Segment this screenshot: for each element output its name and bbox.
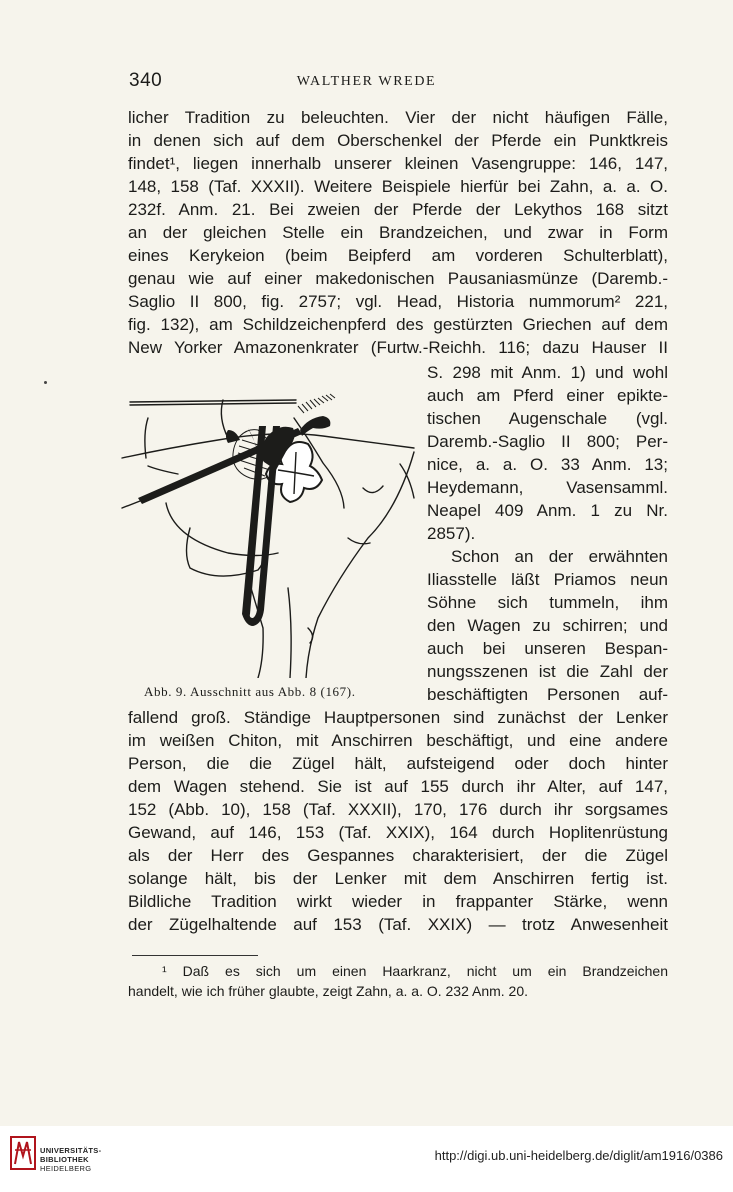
library-name: UNIVERSITÄTS- BIBLIOTHEK HEIDELBERG [40, 1146, 102, 1173]
page-number: 340 [129, 70, 163, 91]
body-line: nungsszenen ist die Zahl der [427, 662, 668, 681]
body-line: tischen Augenschale (vgl. [427, 409, 668, 428]
body-line: den Wagen zu schirren; und [427, 616, 668, 635]
body-line: Gewand, auf 146, 153 (Taf. XXIX), 164 durch Hoplitenrüstung [128, 823, 668, 842]
body-line: 2857). [427, 524, 476, 543]
body-line: fallend groß. Ständige Hauptpersonen sind zunächst der Lenker [128, 708, 668, 727]
body-line: genau wie auf einer makedonischen Pausaniasmünze (Daremb.- [128, 269, 668, 288]
body-line: 152 (Abb. 10), 158 (Taf. XXXII), 170, 176 durch ihr sorgsames [128, 800, 668, 819]
footnote-line: handelt, wie ich früher glaubte, zeigt Zahn, a. a. O. 232 Anm. 20. [128, 983, 529, 999]
body-line: S. 298 mit Anm. 1) und wohl [427, 363, 668, 382]
body-line: solange hält, bis der Lenker mit dem Anschirren fertig ist. [128, 869, 668, 888]
body-line: Heydemann, Vasensamml. [427, 478, 668, 497]
body-line: fig. 132), am Schildzeichenpferd des gestürzten Griechen auf dem [128, 315, 668, 334]
footer-bar [0, 1126, 733, 1192]
body-line: beschäftigten Personen auf- [427, 685, 668, 704]
body-line: Schon an der erwähnten [451, 547, 668, 566]
body-line: 232f. Anm. 21. Bei zweien der Pferde der Lekythos 168 sitzt [128, 200, 668, 219]
body-line: Söhne sich tummeln, ihm [427, 593, 668, 612]
body-line: im weißen Chiton, mit Anschirren beschäftigt, und eine andere [128, 731, 668, 750]
figure-caption: Abb. 9. Ausschnitt aus Abb. 8 (167). [144, 684, 356, 699]
source-url-link[interactable]: http://digi.ub.uni-heidelberg.de/diglit/am1916/0386 [434, 1148, 723, 1163]
body-line: 148, 158 (Taf. XXXII). Weitere Beispiele hierfür bei Zahn, a. a. O. [128, 177, 668, 196]
body-line: Bildliche Tradition wirkt wieder in frappanter Stärke, wenn [128, 892, 668, 911]
body-line: eines Kerykeion (beim Beipferd am vorderen Schulterblatt), [128, 246, 668, 265]
university-library-logo-icon [10, 1136, 36, 1170]
body-line: Person, die die Zügel hält, aufsteigend oder doch hinter [128, 754, 668, 773]
body-line: licher Tradition zu beleuchten. Vier der nicht häufigen Fälle, [128, 108, 668, 127]
body-line: an der gleichen Stelle ein Brandzeichen, und zwar in Form [128, 223, 668, 242]
body-line: als der Herr des Gespannes charakterisiert, der die Zügel [128, 846, 668, 865]
running-head: WALTHER WREDE [296, 74, 437, 89]
footnote-rule [132, 955, 258, 956]
body-line: Daremb.-Saglio II 800; Per- [427, 432, 668, 451]
body-line: in denen sich auf dem Oberschenkel der Pferde ein Punktkreis [128, 131, 668, 150]
footnote-line: ¹ Daß es sich um einen Haarkranz, nicht um ein Brandzeichen [162, 963, 668, 979]
body-line: auch bei unseren Bespan- [427, 639, 668, 658]
body-line: der Zügelhaltende auf 153 (Taf. XXIX) — trotz Anwesenheit [128, 915, 668, 934]
body-line: Neapel 409 Anm. 1 zu Nr. [427, 501, 668, 520]
horse-brand-illustration [118, 378, 418, 678]
body-line: nice, a. a. O. 33 Anm. 13; [427, 455, 668, 474]
body-line: Iliasstelle läßt Priamos neun [427, 570, 668, 589]
margin-dot [44, 381, 47, 384]
body-line: Saglio II 800, fig. 2757; vgl. Head, Historia nummorum² 221, [128, 292, 668, 311]
body-line: dem Wagen stehend. Sie ist auf 155 durch ihr Alter, auf 147, [128, 777, 668, 796]
body-line: New Yorker Amazonenkrater (Furtw.-Reichh. 116; dazu Hauser II [128, 338, 668, 357]
body-line: findet¹, liegen innerhalb unserer kleinen Vasengruppe: 146, 147, [128, 154, 668, 173]
body-line: auch am Pferd einer epikte- [427, 386, 668, 405]
